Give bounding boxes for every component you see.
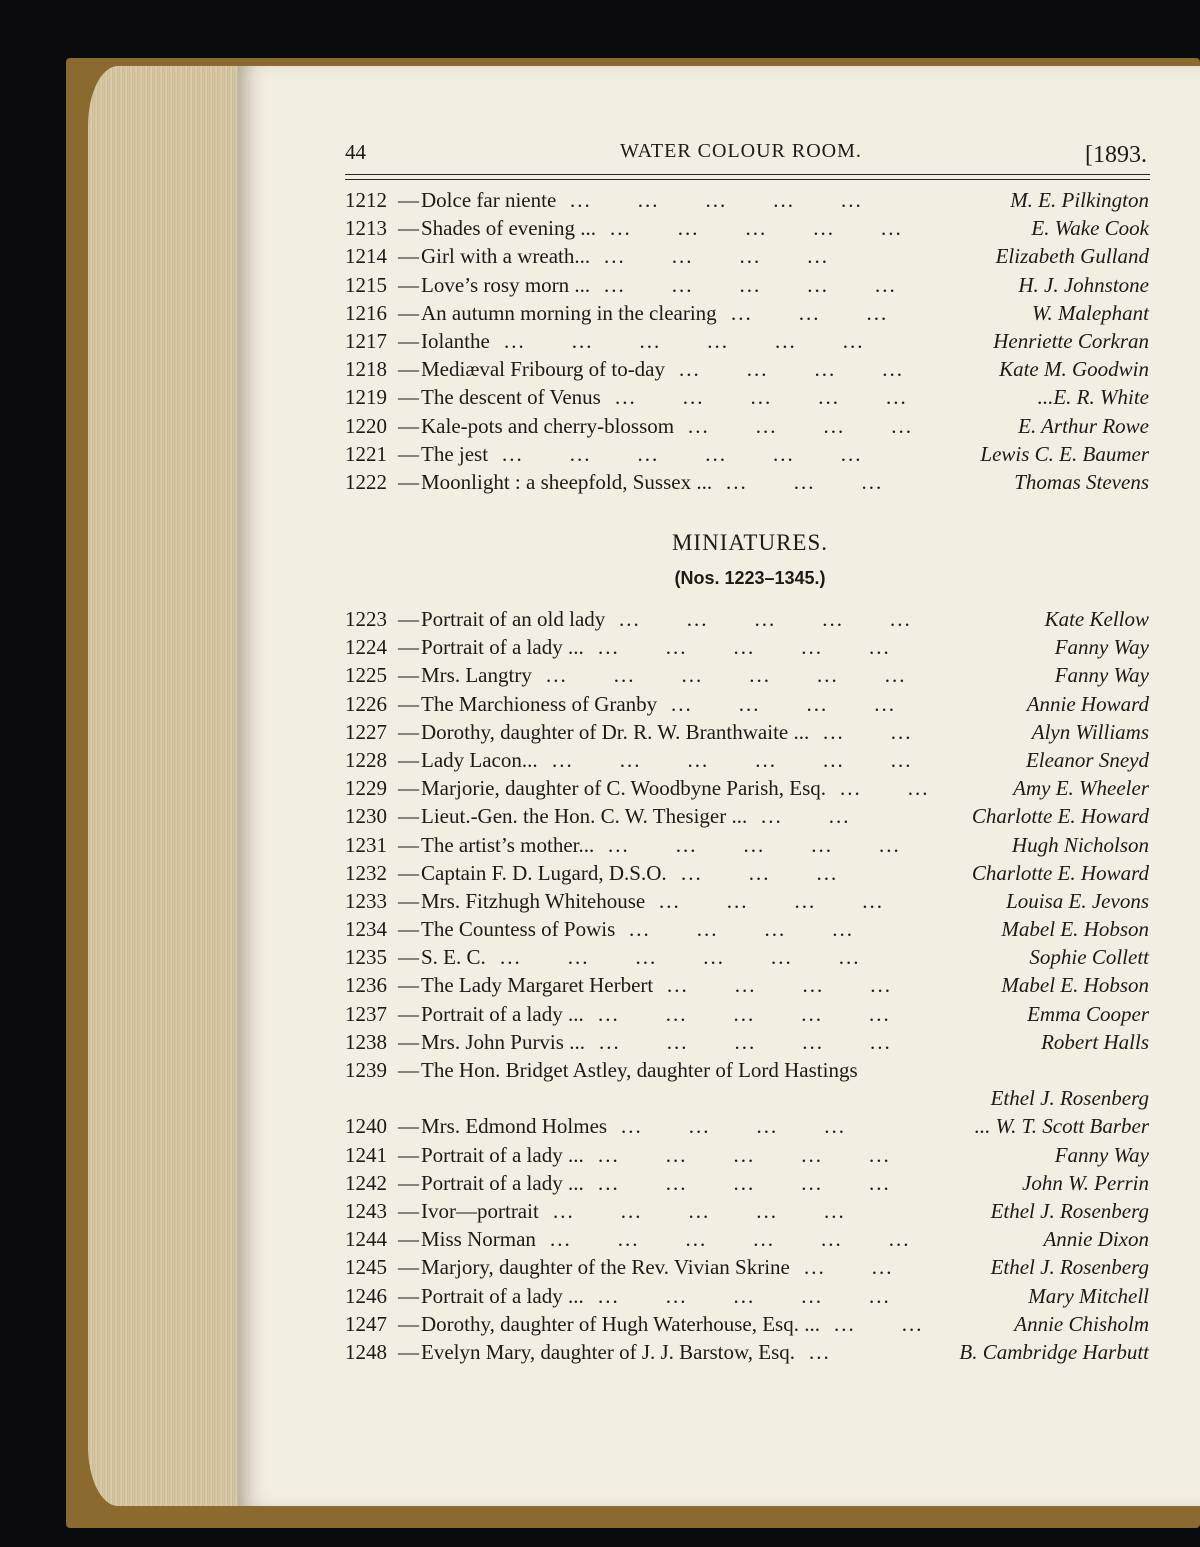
entry-dash: — (398, 663, 419, 688)
entry-artist: M. E. Pilkington (1010, 188, 1149, 212)
entry-number: 1214 (345, 244, 387, 269)
dot-leader: ... ... ... (681, 860, 839, 885)
dot-leader: ... ... (834, 1311, 924, 1336)
entry-dash: — (398, 188, 419, 212)
dot-leader: ... ... (840, 776, 930, 801)
entry-dash: — (398, 357, 419, 382)
entry-title: Evelyn Mary, daughter of J. J. Barstow, Esq. (421, 1339, 796, 1364)
page-header (345, 136, 1155, 172)
entry-artist: Alyn Williams (1031, 719, 1149, 744)
entry-title: The Marchioness of Granby (421, 691, 658, 716)
entry-title: Shades of evening ... (421, 216, 596, 241)
entry-artist: Eleanor Sneyd (1025, 747, 1149, 772)
dot-leader: ... ... ... ... (688, 413, 913, 438)
entry-number: 1219 (345, 385, 387, 410)
dot-leader: ... ... ... ... ... ... (552, 747, 913, 772)
entry-artist: Kate Kellow (1044, 607, 1149, 631)
entry-artist: Mabel E. Hobson (1001, 973, 1149, 998)
entry-title: Lady Lacon... (421, 747, 538, 772)
entry-artist: ...E. R. White (1037, 385, 1149, 410)
catalogue-entry (345, 1084, 1155, 1112)
catalogue-entry (345, 327, 1155, 355)
miniatures-list (345, 605, 1155, 1366)
entry-dash: — (398, 691, 419, 716)
entry-number: 1244 (345, 1227, 387, 1252)
entry-dash: — (398, 635, 419, 660)
entry-artist: Emma Cooper (1027, 1001, 1149, 1026)
catalogue-entry (345, 915, 1155, 943)
entry-dash: — (398, 804, 419, 829)
entry-dash: — (398, 216, 419, 241)
entry-dash: — (398, 441, 419, 466)
dot-leader: ... ... ... ... ... (599, 1029, 892, 1054)
entry-number: 1221 (345, 441, 387, 466)
entry-title: Portrait of a lady ... (421, 1170, 584, 1195)
entry-title: Portrait of an old lady (421, 607, 606, 631)
entry-number: 1228 (345, 747, 387, 772)
catalogue-entry (345, 186, 1155, 214)
catalogue-entry (345, 718, 1155, 746)
entry-artist: B. Cambridge Harbutt (959, 1339, 1149, 1364)
entry-dash: — (398, 1029, 419, 1054)
dot-leader: ... ... ... ... (629, 917, 854, 942)
entry-title: The Countess of Powis (421, 917, 616, 942)
catalogue-entry (345, 440, 1155, 468)
entry-number: 1246 (345, 1283, 387, 1308)
entry-title: Ivor—portrait (421, 1198, 539, 1223)
entry-artist: Elizabeth Gulland (995, 244, 1149, 269)
catalogue-entry (345, 1141, 1155, 1169)
catalogue-entry (345, 605, 1155, 633)
entry-artist: Annie Chisholm (1014, 1311, 1149, 1336)
entry-title: Captain F. D. Lugard, D.S.O. (421, 860, 667, 885)
catalogue-entry (345, 831, 1155, 859)
entry-artist: Ethel J. Rosenberg (990, 1255, 1149, 1280)
dot-leader: ... ... ... ... ... (604, 272, 897, 297)
entry-dash: — (398, 747, 419, 772)
entry-number: 1238 (345, 1029, 387, 1054)
entry-dash: — (398, 1283, 419, 1308)
entry-artist: E. Wake Cook (1031, 216, 1149, 241)
entry-dash: — (398, 1198, 419, 1223)
entry-number: 1236 (345, 973, 387, 998)
entry-dash: — (398, 832, 419, 857)
catalogue-entry (345, 971, 1155, 999)
entry-artist: Lewis C. E. Baumer (980, 441, 1149, 466)
entry-number: 1243 (345, 1198, 387, 1223)
dot-leader: ... ... ... ... (679, 357, 904, 382)
entry-number: 1239 (345, 1058, 387, 1082)
dot-leader: ... ... (823, 719, 913, 744)
entry-artist: Hugh Nicholson (1011, 832, 1149, 857)
entry-dash: — (398, 973, 419, 998)
entry-artist: Annie Howard (1026, 691, 1149, 716)
catalogue-entry (345, 1112, 1155, 1140)
entry-dash: — (398, 1058, 419, 1082)
entry-number: 1220 (345, 413, 387, 438)
entry-number: 1215 (345, 272, 387, 297)
dot-leader: ... ... ... ... ... (610, 216, 903, 241)
entry-number: 1240 (345, 1114, 387, 1139)
entry-number: 1225 (345, 663, 387, 688)
entry-title: Mrs. Edmond Holmes (421, 1114, 608, 1139)
entry-title: Portrait of a lady ... (421, 635, 584, 660)
dot-leader: ... ... ... ... ... ... (546, 663, 907, 688)
dot-leader: ... ... ... ... ... (598, 1283, 891, 1308)
catalogue-entry (345, 802, 1155, 830)
entry-title: An autumn morning in the clearing (421, 300, 717, 325)
catalogue-entry (345, 383, 1155, 411)
entry-title: Marjory, daughter of the Rev. Vivian Skrine (421, 1255, 790, 1280)
header-rule (345, 174, 1150, 175)
entry-dash: — (398, 244, 419, 269)
catalogue-entry (345, 661, 1155, 689)
entry-title: Mediæval Fribourg of to-day (421, 357, 666, 382)
entry-number: 1213 (345, 216, 387, 241)
year: [1893. (1085, 142, 1147, 168)
entry-number: 1216 (345, 300, 387, 325)
dot-leader: ... (809, 1339, 831, 1364)
catalogue-entry (345, 859, 1155, 887)
entry-artist: Thomas Stevens (1014, 469, 1149, 494)
dot-leader: ... ... ... ... ... ... (550, 1227, 911, 1252)
dot-leader: ... ... (804, 1255, 894, 1280)
entry-dash: — (398, 300, 419, 325)
water-colour-list (345, 186, 1155, 496)
entry-dash: — (398, 385, 419, 410)
catalogue-entry (345, 746, 1155, 774)
entry-title: S. E. C. (421, 945, 486, 970)
dot-leader: ... ... (761, 804, 851, 829)
catalogue-entry (345, 355, 1155, 383)
room-title: WATER COLOUR ROOM. (620, 140, 862, 162)
catalogue-entry (345, 242, 1155, 270)
catalogue-entry (345, 1282, 1155, 1310)
entry-artist: Fanny Way (1054, 635, 1149, 660)
entry-title: The artist’s mother... (421, 832, 595, 857)
dot-leader: ... ... ... ... ... (598, 1142, 891, 1167)
entry-title: Portrait of a lady ... (421, 1283, 584, 1308)
dot-leader: ... ... ... ... (621, 1114, 846, 1139)
entry-dash: — (398, 776, 419, 801)
entry-title: Mrs. Langtry (421, 663, 532, 688)
entry-artist: Robert Halls (1041, 1029, 1149, 1054)
entry-title: The Hon. Bridget Astley, daughter of Lord Hastings (421, 1058, 858, 1082)
entry-title: Mrs. John Purvis ... (421, 1029, 585, 1054)
entry-title: The Lady Margaret Herbert (421, 973, 654, 998)
entry-dash: — (398, 469, 419, 494)
entry-artist: Fanny Way (1054, 1142, 1149, 1167)
entry-dash: — (398, 607, 419, 631)
entry-number: 1212 (345, 188, 387, 212)
entry-artist: W. Malephant (1031, 300, 1149, 325)
entry-title: Kale-pots and cherry-blossom (421, 413, 675, 438)
dot-leader: ... ... ... (726, 469, 884, 494)
entry-title: Portrait of a lady ... (421, 1001, 584, 1026)
page-number: 44 (345, 140, 366, 164)
dot-leader: ... ... ... ... ... ... (500, 945, 861, 970)
entry-title: Iolanthe (421, 328, 490, 353)
entry-dash: — (398, 1255, 419, 1280)
section-title: MINIATURES. (671, 530, 829, 555)
entry-number: 1233 (345, 888, 387, 913)
entry-dash: — (398, 860, 419, 885)
entry-dash: — (398, 1170, 419, 1195)
entry-number: 1223 (345, 607, 387, 631)
entry-dash: — (398, 1142, 419, 1167)
catalogue-entry (345, 774, 1155, 802)
entry-artist: Ethel J. Rosenberg (990, 1086, 1149, 1111)
entry-artist: Amy E. Wheeler (1013, 776, 1149, 801)
entry-number: 1231 (345, 832, 387, 857)
entry-title: Marjorie, daughter of C. Woodbyne Parish, Esq. (421, 776, 827, 801)
entry-number: 1227 (345, 719, 387, 744)
entry-dash: — (398, 328, 419, 353)
catalogue-entry (345, 1056, 1155, 1084)
entry-dash: — (398, 1001, 419, 1026)
entry-dash: — (398, 917, 419, 942)
catalogue-entry (345, 271, 1155, 299)
dot-leader: ... ... ... ... (604, 244, 829, 269)
catalogue-entry (345, 1000, 1155, 1028)
entry-artist: Louisa E. Jevons (1006, 888, 1149, 913)
catalogue-entry (345, 943, 1155, 971)
dot-leader: ... ... ... ... ... (598, 1170, 891, 1195)
entry-title: Dolce far niente (421, 188, 557, 212)
dot-leader: ... ... ... ... (671, 691, 896, 716)
entry-artist: E. Arthur Rowe (1018, 413, 1149, 438)
entry-artist: Annie Dixon (1043, 1227, 1149, 1252)
entry-title: Portrait of a lady ... (421, 1142, 584, 1167)
entry-number: 1245 (345, 1255, 387, 1280)
dot-leader: ... ... ... ... ... (598, 635, 891, 660)
entry-dash: — (398, 413, 419, 438)
entry-artist: Mary Mitchell (1028, 1283, 1149, 1308)
dot-leader: ... ... ... ... ... (570, 188, 863, 212)
dot-leader: ... ... ... ... (659, 888, 884, 913)
header-rule-secondary (345, 179, 1150, 180)
entry-number: 1241 (345, 1142, 387, 1167)
entry-dash: — (398, 719, 419, 744)
entry-number: 1248 (345, 1339, 387, 1364)
entry-dash: — (398, 1227, 419, 1252)
entry-artist: Sophie Collett (1029, 945, 1149, 970)
entry-dash: — (398, 1339, 419, 1364)
entry-number: 1224 (345, 635, 387, 660)
entry-number: 1247 (345, 1311, 387, 1336)
catalogue-entry (345, 412, 1155, 440)
entry-title: Miss Norman (421, 1227, 536, 1252)
dot-leader: ... ... ... ... (667, 973, 892, 998)
entry-title: Girl with a wreath... (421, 244, 591, 269)
entry-artist: Charlotte E. Howard (971, 804, 1149, 829)
entry-artist: H. J. Johnstone (1018, 272, 1149, 297)
entry-artist: Charlotte E. Howard (971, 860, 1149, 885)
entry-number: 1226 (345, 691, 387, 716)
entry-artist: Mabel E. Hobson (1001, 917, 1149, 942)
entry-dash: — (398, 272, 419, 297)
entry-number: 1218 (345, 357, 387, 382)
entry-artist: Kate M. Goodwin (999, 357, 1149, 382)
catalogue-entry (345, 214, 1155, 242)
entry-number: 1217 (345, 328, 387, 353)
entry-title: Lieut.-Gen. the Hon. C. W. Thesiger ... (421, 804, 748, 829)
entry-number: 1242 (345, 1170, 387, 1195)
catalogue-entry (345, 1028, 1155, 1056)
entry-title: Mrs. Fitzhugh Whitehouse (421, 888, 646, 913)
entry-number: 1232 (345, 860, 387, 885)
catalogue-entry (345, 887, 1155, 915)
catalogue-entry (345, 690, 1155, 718)
entry-number: 1229 (345, 776, 387, 801)
entry-title: Dorothy, daughter of Hugh Waterhouse, Esq. ... (421, 1311, 820, 1336)
catalogue-entry (345, 1310, 1155, 1338)
entry-artist: Henriette Corkran (993, 328, 1149, 353)
entry-dash: — (398, 888, 419, 913)
entry-number: 1230 (345, 804, 387, 829)
entry-artist: ... W. T. Scott Barber (974, 1114, 1149, 1139)
entry-title: The jest (421, 441, 489, 466)
page-edges (88, 66, 248, 1506)
entry-title: The descent of Venus (421, 385, 601, 410)
entry-title: Dorothy, daughter of Dr. R. W. Branthwaite ... (421, 719, 810, 744)
catalogue-entry (345, 1225, 1155, 1253)
entry-dash: — (398, 945, 419, 970)
catalogue-entry (345, 468, 1155, 496)
section-range: (Nos. 1223–1345.) (674, 568, 826, 588)
entry-artist: Ethel J. Rosenberg (990, 1198, 1149, 1223)
entry-number: 1234 (345, 917, 387, 942)
catalogue-entry (345, 1197, 1155, 1225)
catalogue-entry (345, 633, 1155, 661)
catalogue-entry (345, 1253, 1155, 1281)
dot-leader: ... ... ... ... ... (598, 1001, 891, 1026)
dot-leader: ... ... ... ... ... (553, 1198, 846, 1223)
dot-leader: ... ... ... ... ... ... (504, 328, 865, 353)
dot-leader: ... ... ... ... ... ... (502, 441, 863, 466)
entry-artist: Fanny Way (1054, 663, 1149, 688)
entry-title: Love’s rosy morn ... (421, 272, 591, 297)
dot-leader: ... ... ... ... ... (619, 607, 912, 631)
dot-leader: ... ... ... ... ... (615, 385, 908, 410)
dot-leader: ... ... ... ... ... (608, 832, 901, 857)
entry-number: 1222 (345, 469, 387, 494)
catalogue-entry (345, 1338, 1155, 1366)
entry-dash: — (398, 1311, 419, 1336)
entry-artist: John W. Perrin (1022, 1170, 1149, 1195)
entry-number: 1235 (345, 945, 387, 970)
entry-dash: — (398, 1114, 419, 1139)
catalogue-entry (345, 1169, 1155, 1197)
entry-number: 1237 (345, 1001, 387, 1026)
dot-leader: ... ... ... (731, 300, 889, 325)
entry-title: Moonlight : a sheepfold, Sussex ... (421, 469, 713, 494)
catalogue-entry (345, 299, 1155, 327)
